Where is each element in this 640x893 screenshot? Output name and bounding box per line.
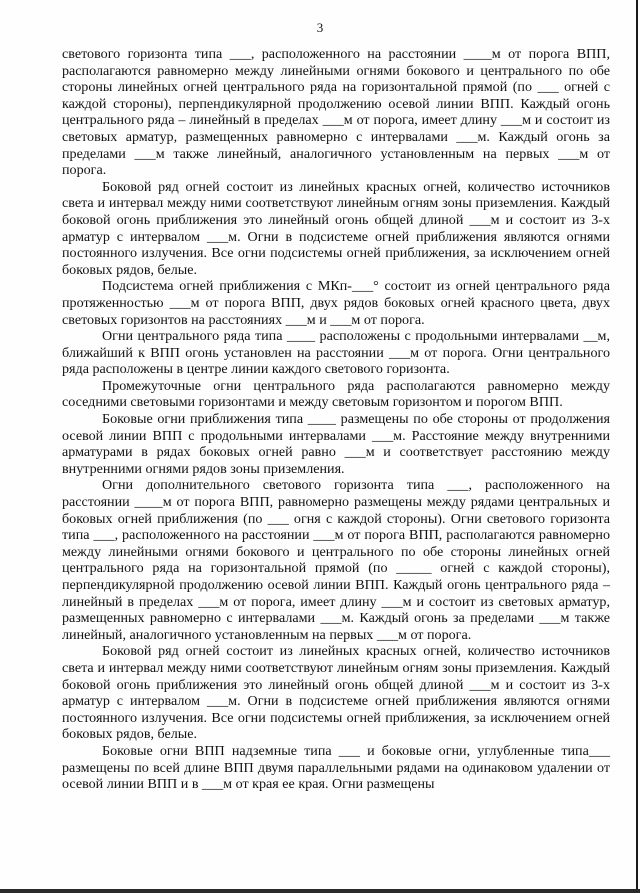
paragraph: Боковые огни ВПП надземные типа ___ и боковые огни, углубленные типа___ размещены по всей длине ВПП двумя параллельными рядами на одинаковом удалении от осевой линии ВПП и в ___м от края ее края. Огни размещены: [62, 742, 610, 793]
paragraph: Огни дополнительного светового горизонта типа ___, расположенного на расстоянии ____м от порога ВПП, равномерно размещены между рядами центральных и боковых огней приближения (по ___ огня с каждой стороны). Огни светового горизонта типа ___, расположенного на расстоянии ___м от порога ВПП, располагаются равномерно между линейными огнями бокового и центрального по обе стороны линейных огней центрального ряда на горизонтальной прямой (по _____ огней с каждой стороны), перпендикулярной продолжению осевой линии ВПП. Каждый огонь центрального ряда – линейный в пределах ___м от порога, имеет длину ___м и состоит из световых арматур, размещенных равномерно с интервалами ___м. Каждый огонь за пределами ___м также линейный, аналогичного установленным на первых ___м от порога.: [62, 477, 610, 643]
paragraph: Боковой ряд огней состоит из линейных красных огней, количество источников света и интервал между ними соответствуют линейным огням зоны приземления. Каждый боковой огонь приближения это линейный огонь общей длиной ___м и состоит из 3-х арматур с интервалом ___м. Огни в подсистеме огней приближения являются огнями постоянного излучения. Все огни подсистемы огней приближения, за исключением огней боковых рядов, белые.: [62, 643, 610, 743]
body-text: [62, 46, 610, 793]
scan-border-bottom: [0, 889, 640, 893]
paragraph: светового горизонта типа ___, расположенного на расстоянии ____м от порога ВПП, располагаются равномерно между линейными огнями бокового и центрального по обе стороны линейных огней центрального ряда на горизонтальной прямой (по ___ огней с каждой стороны), перпендикулярной продолжению осевой линии ВПП. Каждый огонь центрального ряда – линейный в пределах ___м от порога, имеет длину ___м и состоит из световых арматур, размещенных равномерно с интервалами ___м. Каждый огонь за пределами ___м также линейный, аналогичного установленным на первых ___м от порога.: [62, 46, 610, 179]
scan-border-right: [636, 0, 638, 893]
paragraph: Боковой ряд огней состоит из линейных красных огней, количество источников света и интервал между ними соответствуют линейным огням зоны приземления. Каждый боковой огонь приближения это линейный огонь общей длиной ___м и состоит из 3-х арматур с интервалом ___м. Огни в подсистеме огней приближения являются огнями постоянного излучения. Все огни подсистемы огней приближения, за исключением огней боковых рядов, белые.: [62, 178, 610, 278]
paragraph: Огни центрального ряда типа ____ расположены с продольными интервалами __м, ближайший к ВПП огонь установлен на расстоянии ___м от порога. Огни центрального ряда расположены в центре линии каждого светового горизонта.: [62, 328, 610, 378]
paragraph: Подсистема огней приближения с МКп-___° состоит из огней центрального ряда протяженностью ___м от порога ВПП, двух рядов боковых огней красного цвета, двух световых горизонтов на расстояниях ___м и ___м от порога.: [62, 278, 610, 328]
paragraph: Промежуточные огни центрального ряда располагаются равномерно между соседними световыми горизонтами и между световым горизонтом и порогом ВПП.: [62, 377, 610, 411]
page-number: 3: [316, 20, 324, 35]
paragraph: Боковые огни приближения типа ____ размещены по обе стороны от продолжения осевой линии ВПП с продольными интервалами ___м. Расстояние между внутренними арматурами в рядах боковых огней равно ___м и соответствует расстоянию между внутренними огнями рядов зоны приземления.: [62, 411, 610, 477]
